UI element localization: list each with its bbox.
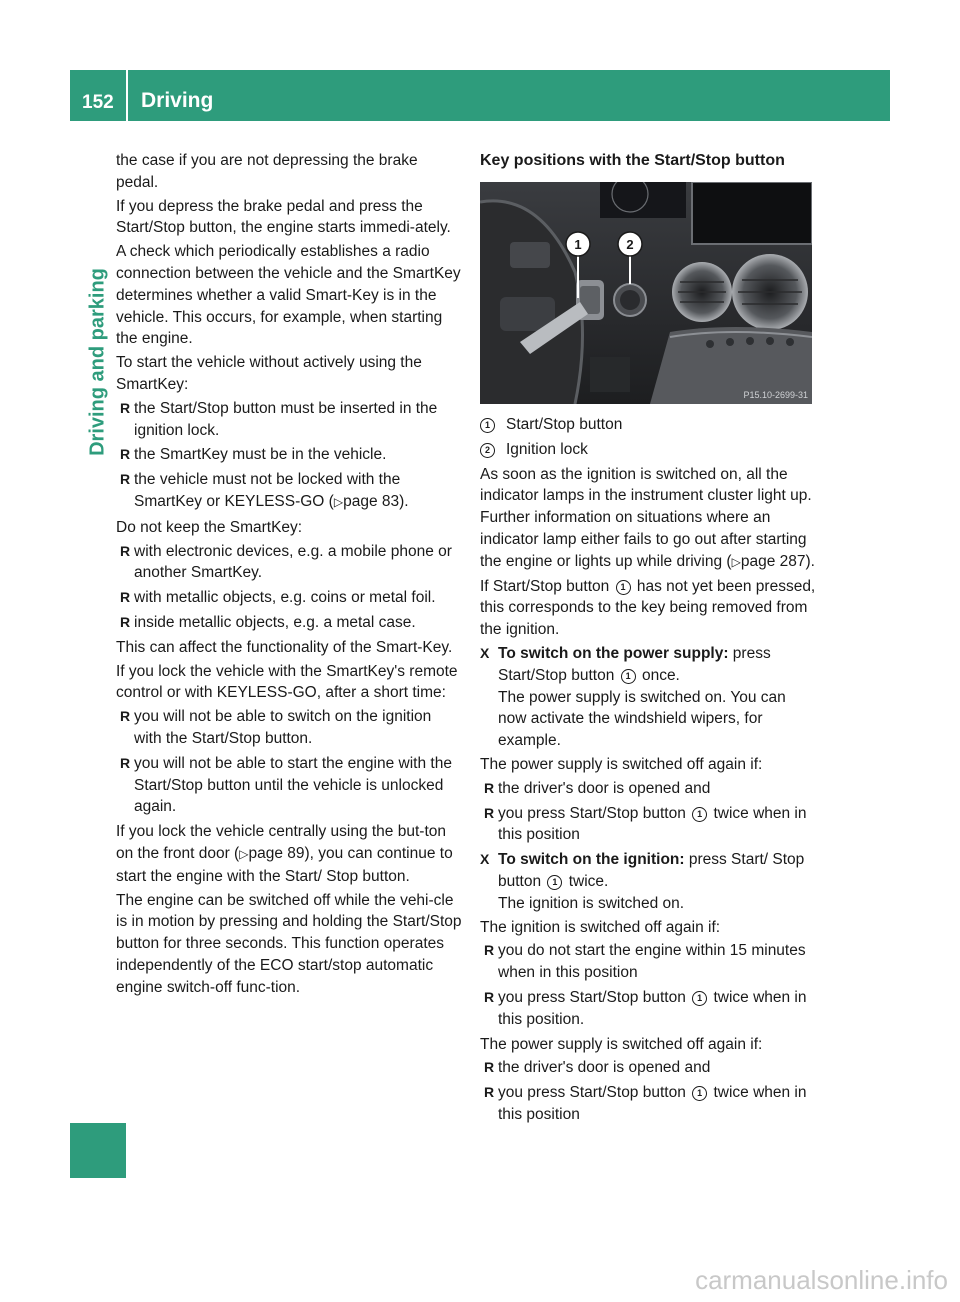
page-reference-icon: ▷ (239, 846, 249, 861)
side-tab-marker (70, 1123, 126, 1178)
paragraph: If you lock the vehicle centrally using the but-ton on the front door (▷page 89), you can continue to start the engine with the Start/ Stop button. (116, 823, 453, 885)
instruction-step: X To switch on the power supply: press Start/Stop button 1 once. The power supply is switched on. You can now activate the windshield wipers, for example. (480, 643, 816, 752)
callout-1-label: 1 (574, 237, 582, 252)
paragraph: The power supply is switched off again if: (480, 755, 763, 773)
bullet-marker: R (484, 804, 495, 821)
bullet-marker: R (484, 1059, 495, 1076)
list-item: R you will not be able to start the engine with the Start/Stop button until the vehicle is unlocked again. (120, 754, 452, 816)
bullet-marker: R (484, 942, 495, 959)
figure-code: P15.10-2699-31 (743, 390, 808, 400)
step-heading: To switch on the ignition: (498, 851, 685, 869)
list-item: R with electronic devices, e.g. a mobile phone or another SmartKey. (120, 542, 452, 582)
bullet-marker: R (120, 754, 131, 771)
callout-1-icon: 1 (692, 1086, 707, 1101)
header-divider (126, 70, 128, 121)
page-reference-link[interactable]: page 83). (343, 492, 409, 510)
callout-1-icon: 1 (480, 418, 495, 433)
list-item: R the SmartKey must be in the vehicle. (116, 444, 462, 466)
list-item: R you press Start/Stop button 1 twice when in this position (484, 804, 807, 844)
paragraph: As soon as the ignition is switched on, all the indicator lamps in the instrument cluster light up. Further information on situations where an indicator lamp either fails to go out after starting the engine or lights up while driving (▷page 287). (480, 465, 815, 570)
page-reference-icon: ▷ (731, 554, 741, 569)
paragraph: Do not keep the SmartKey: (116, 518, 303, 536)
bullet-marker: R (120, 708, 131, 725)
paragraph: the case if you are not depressing the brake pedal. (116, 152, 418, 191)
paragraph: If you lock the vehicle with the SmartKey's remote control or with KEYLESS-GO, after a short time: (116, 662, 458, 702)
step-result: The power supply is switched on. You can now activate the windshield wipers, for example. (498, 688, 786, 750)
bullet-marker: R (120, 542, 131, 559)
list-item: R the vehicle must not be locked with the SmartKey or KEYLESS-GO (▷page 83). (120, 471, 409, 510)
bullet-marker: R (484, 779, 495, 796)
bullet-marker: R (120, 446, 131, 463)
callout-2-icon: 2 (480, 443, 495, 458)
list-item: R you press Start/Stop button 1 twice when in this position (484, 1084, 807, 1123)
dashboard-illustration (480, 182, 812, 404)
right-column (480, 150, 816, 1129)
section-title: Key positions with the Start/Stop button (480, 152, 785, 169)
page-reference-link[interactable]: page 89), you can continue to start the engine with the Start/ Stop button. (116, 844, 453, 885)
page-number: 152 (82, 92, 114, 113)
bullet-marker: R (484, 988, 495, 1005)
callout-2-label: 2 (626, 237, 634, 252)
list-item: R you will not be able to switch on the ignition with the Start/Stop button. (120, 708, 432, 747)
bullet-marker: R (120, 471, 131, 488)
callout-1-icon: 1 (616, 580, 631, 595)
bullet-marker: R (484, 1084, 495, 1101)
paragraph: The power supply is switched off again if: (480, 1035, 763, 1053)
list-item: R you do not start the engine within 15 minutes when in this position (484, 942, 806, 982)
legend-item: 1 Start/Stop button (480, 414, 816, 436)
key-positions-figure (480, 182, 812, 404)
paragraph: The ignition is switched off again if: (480, 918, 721, 936)
bullet-marker: R (120, 589, 131, 606)
step-arrow-icon: X (480, 644, 490, 661)
callout-1-icon: 1 (621, 669, 636, 684)
left-column (116, 150, 462, 1000)
watermark: carmanualsonline.info (695, 1265, 948, 1295)
paragraph: To start the vehicle without actively using the SmartKey: (116, 354, 422, 393)
paragraph: If Start/Stop button 1 has not yet been pressed, this corresponds to the key being removed from the ignition. (480, 577, 816, 639)
paragraph: A check which periodically establishes a radio connection between the vehicle and the SmartKey determines whether a valid Smart-Key is in the vehicle. This occurs, for example, when starting the engine. (116, 243, 461, 348)
page-title: Driving (141, 89, 214, 112)
list-item: R with metallic objects, e.g. coins or metal foil. (116, 587, 462, 609)
paragraph: If you depress the brake pedal and press the Start/Stop button, the engine starts immedi-ately. (116, 197, 451, 237)
side-tab-label: Driving and parking (86, 268, 109, 456)
list-item: R you press Start/Stop button 1 twice when in this position. (484, 988, 807, 1028)
paragraph: The engine can be switched off while the vehi-cle is in motion by pressing and holding the Start/Stop button for three seconds. This function operates independently of the ECO start/stop automatic engine switch-off func-tion. (116, 891, 462, 996)
list-item: R the Start/Stop button must be inserted in the ignition lock. (120, 399, 438, 439)
callout-1-icon: 1 (547, 875, 562, 890)
paragraph: This can affect the functionality of the Smart-Key. (116, 638, 453, 656)
page-reference-icon: ▷ (333, 494, 344, 509)
legend-item: 2 Ignition lock (480, 439, 816, 461)
callout-1-icon: 1 (692, 991, 707, 1006)
step-arrow-icon: X (480, 851, 490, 868)
step-result: The ignition is switched on. (498, 894, 685, 912)
list-item: R the driver's door is opened and (480, 1057, 816, 1079)
page-reference-link[interactable]: page 287). (740, 552, 815, 570)
instruction-step: X To switch on the ignition: press Start/ Stop button 1 twice. The ignition is switched on. (480, 849, 816, 914)
bullet-marker: R (120, 613, 131, 630)
list-item: R inside metallic objects, e.g. a metal case. (116, 612, 462, 634)
step-heading: To switch on the power supply: (498, 644, 729, 662)
list-item: R the driver's door is opened and (480, 778, 816, 800)
callout-1-icon: 1 (692, 807, 707, 822)
bullet-marker: R (120, 399, 131, 416)
